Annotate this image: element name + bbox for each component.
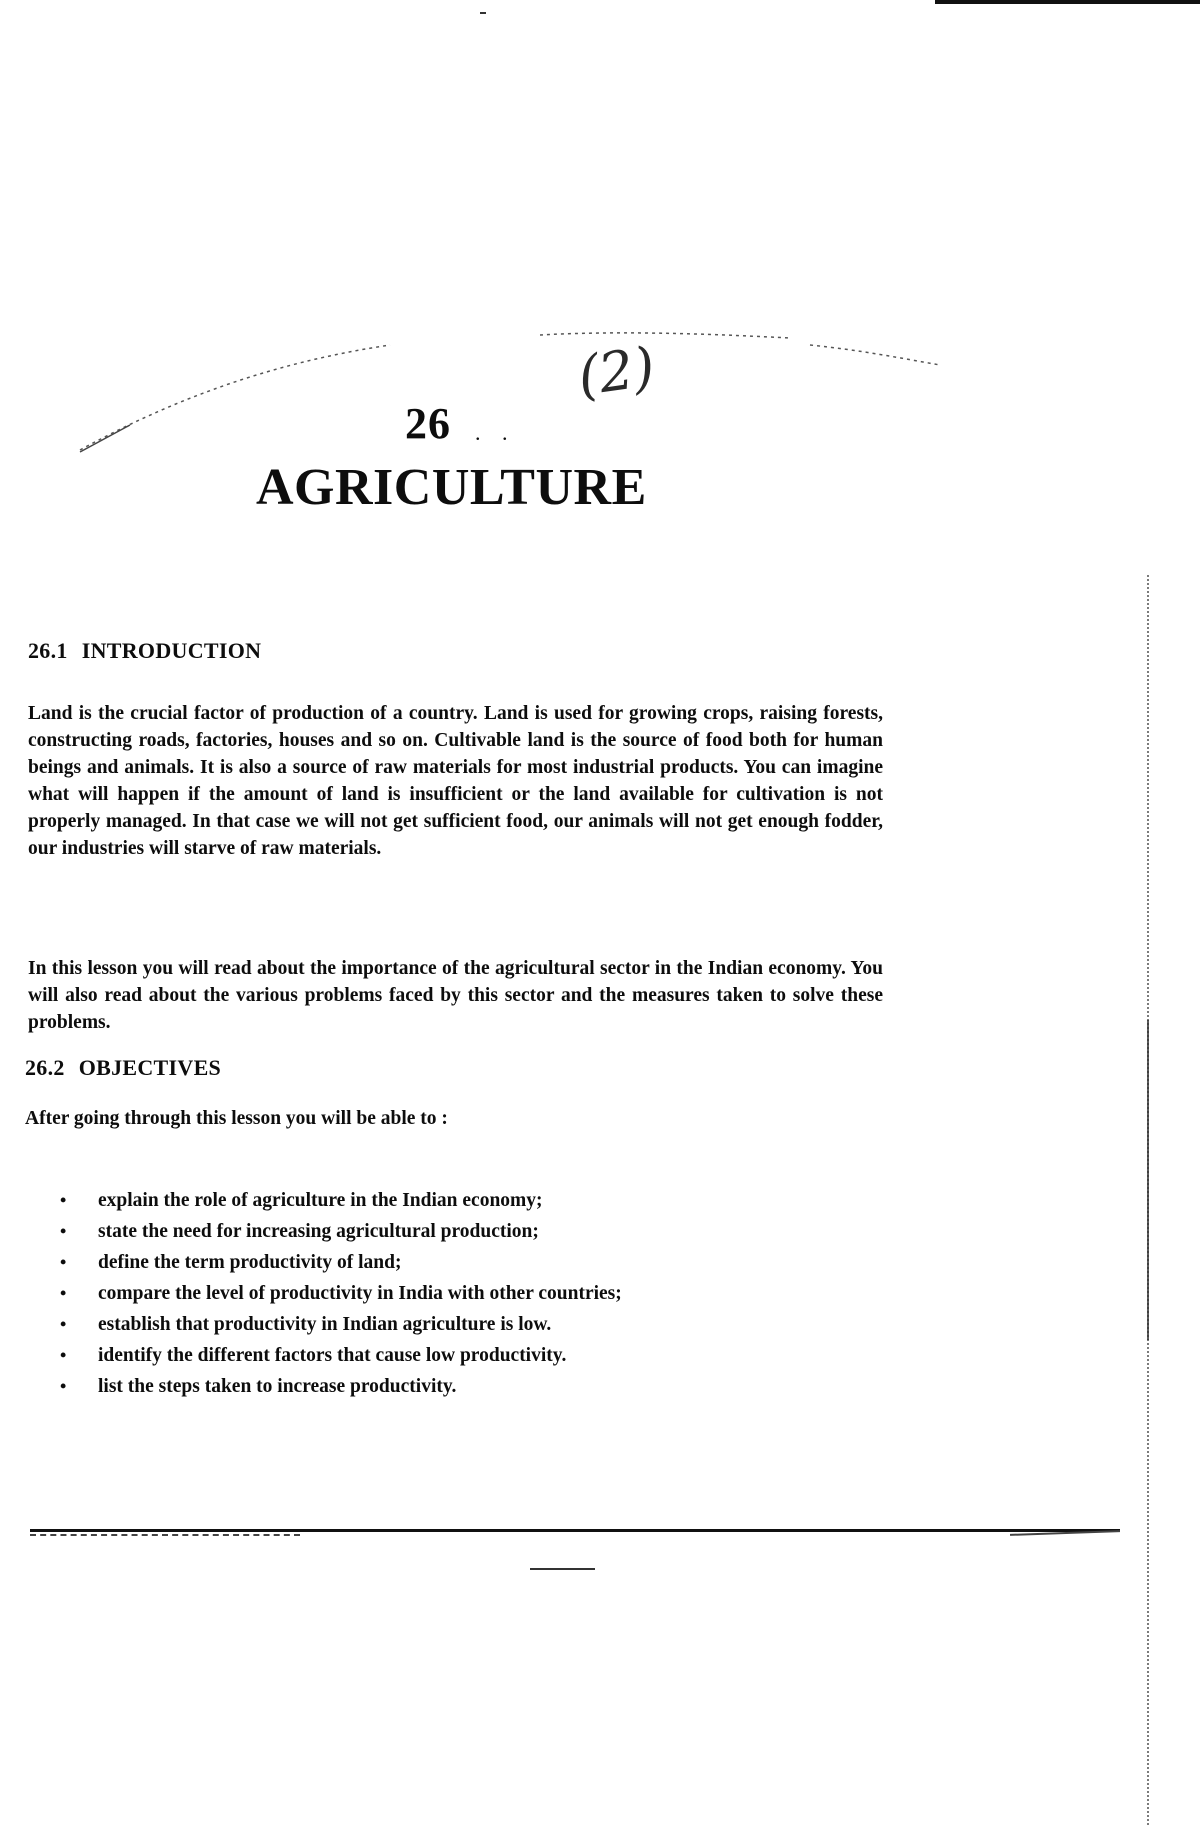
objective-text: identify the different factors that cause low productivity.	[98, 1345, 567, 1366]
section-heading-introduction	[28, 638, 261, 664]
objective-text: establish that productivity in Indian agriculture is low.	[98, 1314, 552, 1335]
footer-mark	[530, 1568, 595, 1571]
handwritten-note: (2)	[573, 334, 659, 409]
bullet-icon: •	[60, 1221, 67, 1241]
section-number: 26.1	[28, 638, 68, 663]
bullet-icon: •	[60, 1283, 67, 1303]
list-item	[60, 1278, 622, 1309]
intro-paragraph-2: In this lesson you will read about the importance of the agricultural sector in the Indian economy. You will also read about the various problems faced by this sector and the measures taken to solve these problems.	[28, 958, 883, 1033]
section-title: INTRODUCTION	[81, 638, 262, 663]
footer-rule	[30, 1529, 1120, 1532]
objective-text: state the need for increasing agricultural production;	[98, 1221, 539, 1242]
objective-text: explain the role of agriculture in the Indian economy;	[98, 1190, 543, 1211]
chapter-number: 26	[405, 399, 451, 448]
list-item	[60, 1371, 622, 1402]
section-title: OBJECTIVES	[78, 1055, 222, 1080]
bullet-icon: •	[60, 1252, 67, 1272]
objective-text: compare the level of productivity in India with other countries;	[98, 1283, 622, 1304]
footer-rule-dashed	[30, 1534, 300, 1537]
objectives-intro: After going through this lesson you will be able to :	[25, 1108, 448, 1129]
objective-text: list the steps taken to increase productivity.	[98, 1376, 457, 1397]
list-item	[60, 1309, 622, 1340]
list-item	[60, 1340, 622, 1371]
bullet-icon: •	[60, 1376, 67, 1396]
bullet-icon: •	[60, 1190, 67, 1210]
scan-edge-line	[1147, 1020, 1151, 1340]
scan-edge-rule	[935, 0, 1200, 4]
objectives-list	[60, 1185, 622, 1402]
bullet-icon: •	[60, 1314, 67, 1334]
list-item	[60, 1216, 622, 1247]
list-item	[60, 1247, 622, 1278]
bullet-icon: •	[60, 1345, 67, 1365]
chapter-title: AGRICULTURE	[256, 459, 647, 516]
section-number: 26.2	[25, 1055, 65, 1080]
scan-mark	[480, 12, 486, 14]
list-item	[60, 1185, 622, 1216]
section-heading-objectives	[25, 1055, 221, 1081]
intro-paragraph-1: Land is the crucial factor of production of a country. Land is used for growing crops, raising forests, constructing roads, factories, houses and so on. Cultivable land is the source of food both for human beings and animals. It is also a source of raw materials for most industrial products. You can imagine what will happen if the amount of land is insufficient or the land available for cultivation is not properly managed. In that case we will not get sufficient food, our animals will not get enough fodder, our industries will starve of raw materials.	[28, 703, 883, 859]
objective-text: define the term productivity of land;	[98, 1252, 402, 1273]
chapter-number-suffix: . .	[475, 420, 516, 445]
